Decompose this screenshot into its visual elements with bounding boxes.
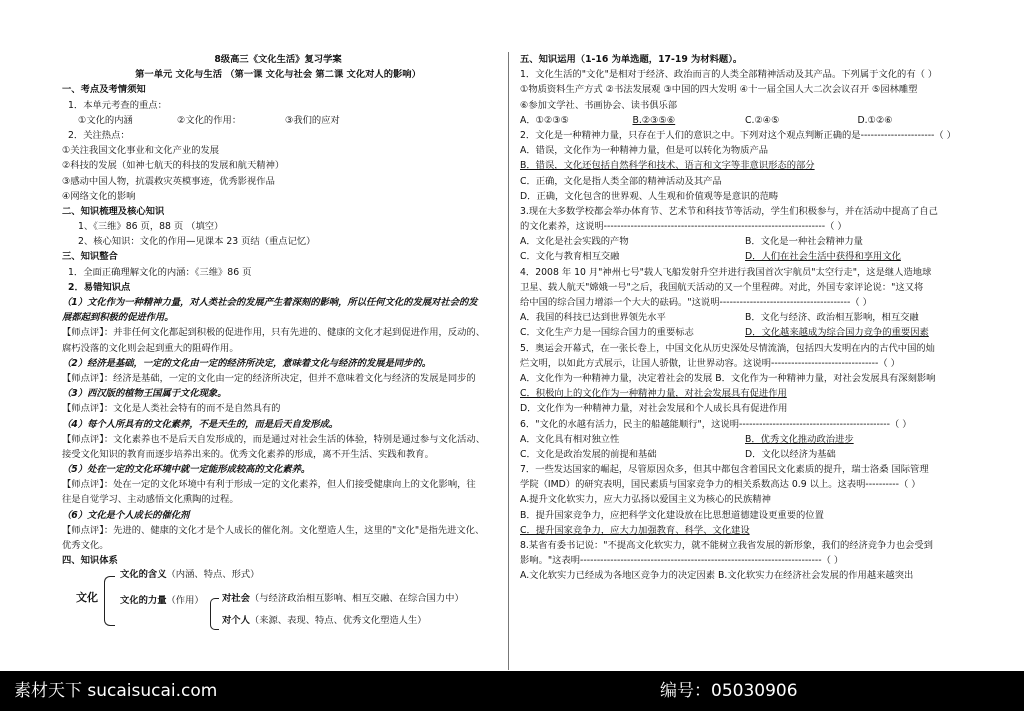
option-a: A．我国的科技已达到世界领先水平: [520, 312, 666, 324]
item-line: 1．全面正确理解文化的内涵：《三维》86 页: [68, 266, 252, 278]
watermark-site: 素材天下 sucaisucai.com: [14, 681, 218, 701]
right-column: [520, 52, 970, 584]
branch-label: 文化的力量: [120, 595, 167, 607]
question-6-options: [520, 447, 970, 462]
watermark-bar: [0, 671, 1024, 711]
branch-text: （内涵、特点、形式）: [166, 569, 260, 581]
question-4-options: [520, 310, 970, 325]
question-7: 7．一些发达国家的崛起，尽管原因众多，但其中都包含着国民文化素质的提升，瑞士洛桑 国际管理: [520, 464, 929, 476]
option-d: D．文化越来越成为综合国力竞争的重要因素: [745, 327, 929, 339]
section-heading: 一、考点及考情须知: [62, 84, 146, 96]
section-heading: 三、知识整合: [62, 251, 118, 263]
misconception-6: （6）文化是个人成长的催化剂: [62, 509, 190, 521]
option-c: C．积极向上的文化作为一种精神力量，对社会发展具有促进作用: [520, 388, 787, 400]
item-line: 2、核心知识：文化的作用—见课本 23 页结（重点记忆）: [78, 236, 316, 248]
question-1: 1．文化生活的"文化"是相对于经济、政治而言的人类全部精神活动及其产品。下列属于文化的有（ ）: [520, 69, 938, 81]
unit-subtitle: 第一单元 文化与生活 （第一课 文化与社会 第二课 文化对人的影响）: [135, 69, 421, 81]
subbranch-text: （来源、表现、特点、优秀文化塑造人生）: [249, 615, 427, 627]
question-8: 8.某省有委书记说："不提高文化软实力，就不能树立我省发展的新形象，我们的经济竞争力也会受到: [520, 540, 933, 551]
teacher-comment: 【师点评】：文化是人类社会特有的而不是自然具有的: [62, 403, 281, 415]
question-4-options: [520, 325, 970, 340]
option-b: B．错误，文化还包括自然科学和技术、语言和文字等非意识形态的部分: [520, 160, 815, 172]
teacher-comment: 【师点评】：并非任何文化都起到积极的促进作用，只有先进的、健康的文化才起到促进作用，反动的、: [62, 327, 486, 339]
misconception-3: （3）西汉版的植物王国属于文化现象。: [62, 388, 227, 400]
question-7-cont: 学院（IMD）的研究表明，国民素质与国家竞争力的相关系数高达 0.9 以上。这表明----------（ ）: [520, 479, 921, 491]
brace-connector: [104, 576, 115, 626]
item-line: 1、《三维》86 页，88 页 （填空）: [78, 221, 224, 233]
option-a: A.提升文化软实力，应大力弘扬以爱国主义为核心的民族精神: [520, 494, 771, 506]
column-divider: [508, 52, 509, 670]
question-3-options: [520, 234, 970, 249]
question-3: 3.现在大多数学校都会举办体育节、艺术节和科技节等活动，学生们积极参与，并在活动中提高了自己: [520, 205, 938, 217]
question-2: 2．文化是一种精神力量，只存在于人们的意识之中。下列对这个观点判断正确的是----------------------（ ）: [520, 129, 956, 141]
option-b: B．优秀文化推动政治进步: [745, 433, 854, 445]
option-c: C．提升国家竞争力，应大力加强教育、科学、文化建设: [520, 524, 750, 536]
option-c: C．正确，文化是指人类全部的精神活动及其产品: [520, 175, 722, 187]
branch-label: 文化的含义: [120, 569, 167, 581]
knowledge-system-diagram: [62, 570, 494, 630]
option-a-b: A．文化作为一种精神力量，决定着社会的发展 B．文化作为一种精神力量，对社会发展具有深刻影响: [520, 372, 936, 384]
question-5: 5．奥运会开幕式，在一张长卷上，中国文化从历史深处尽情流淌，包括四大发明在内的古代中国的灿: [520, 342, 935, 354]
option-d: D．人们在社会生活中获得和享用文化: [745, 251, 901, 263]
option-a-b: A.文化软实力已经成为各地区竞争力的决定因素 B.文化软实力在经济社会发展的作用越来越突出: [520, 570, 914, 582]
question-8-cont: 影响。"这表明------------------------------------------------------------------------（ ）: [520, 555, 844, 567]
hotspot-item: ②科技的发展（如神七航天的科技的发展和航天精神）: [62, 160, 285, 172]
teacher-comment: 【师点评】：文化素养也不是后天自发形成的，而是通过对社会生活的体验，特别是通过参与文化活动、: [62, 433, 486, 445]
item-line: 2．易错知识点: [68, 281, 131, 293]
option-a: A．文化具有相对独立性: [520, 433, 620, 445]
focus-point: ①文化的内涵: [78, 114, 133, 126]
system-subbranch: [222, 616, 427, 626]
misconception-1-cont: 展都起到积极的促进作用。: [62, 312, 174, 324]
question-3-cont: 的文化素养，这说明------------------------------------------------------------------（ ）: [520, 221, 847, 233]
option-a: A．文化是社会实践的产物: [520, 236, 629, 248]
question-3-options: [520, 249, 970, 264]
branch-text: （作用）: [166, 595, 204, 607]
item-line: 1．本单元考查的重点：: [68, 99, 167, 111]
teacher-comment-cont: 往是自觉学习、主动感悟文化熏陶的过程。: [62, 494, 239, 506]
option-b: B.②③⑤⑥: [632, 114, 676, 126]
question-1-cont: ⑥参加文学社、书画协会、读书俱乐部: [520, 99, 678, 111]
subbranch-label: 对社会: [222, 593, 250, 605]
question-4: 4．2008 年 10 月"神州七号"载人飞船发射升空并进行我国首次宇航员"太空行走"，这是继人造地球: [520, 266, 932, 278]
teacher-comment-cont: 接受文化知识的教育而逐步培养出来的。优秀文化素养的形成，离不开生活、实践和教育。: [62, 448, 434, 460]
misconception-1: （1）文化作为一种精神力量，对人类社会的发展产生着深刻的影响，所以任何文化的发展对社会的发: [62, 297, 478, 308]
subbranch-label: 对个人: [222, 615, 250, 627]
hotspot-item: ①关注我国文化事业和文化产业的发展: [62, 145, 220, 157]
hotspot-item: ③感动中国人物，抗震救灾英模事迹，优秀影视作品: [62, 175, 275, 187]
option-c: C．文化是政治发展的前提和基础: [520, 448, 657, 460]
misconception-5: （5）处在一定的文化环境中就一定能形成较高的文化素养。: [62, 464, 311, 476]
option-c: C．文化与教育相互交融: [520, 251, 620, 263]
system-branch: [120, 570, 259, 580]
question-5-cont: 烂文明，以如此方式展示，让国人骄傲，让世界动容。这说明--------------------------------（ ）: [520, 357, 900, 369]
option-d: D．正确，文化包含的世界观、人生观和价值观等是意识的范畴: [520, 190, 779, 202]
teacher-comment: 【师点评】：经济是基础，一定的文化由一定的经济所决定，但并不意味着文化与经济的发展是同步的: [62, 372, 476, 384]
question-1-cont: ①物质资料生产方式 ②书法发展观 ③中国的四大发明 ④十一届全国人大二次会议召开 ⑤园林雕塑: [520, 84, 918, 96]
option-d: D.①②⑥: [857, 114, 893, 126]
option-c: C．文化生产力是一国综合国力的重要标志: [520, 327, 694, 339]
watermark-id: 编号：05030906: [660, 681, 798, 701]
section-heading: 五、知识运用（1-16 为单选题，17-19 为材料题）。: [520, 54, 743, 65]
brace-connector: [210, 598, 219, 630]
focus-point: ③我们的应对: [285, 114, 340, 126]
hotspot-item: ④网络文化的影响: [62, 190, 136, 202]
subbranch-text: （与经济政治相互影响、相互交融、在综合国力中）: [249, 593, 464, 605]
question-1-options: [520, 113, 970, 128]
option-d: D．文化作为一种精神力量，对社会发展和个人成长具有促进作用: [520, 403, 788, 415]
worksheet-title: 8级高三《文化生活》复习学案: [214, 54, 342, 65]
option-b: B．文化是一种社会精神力量: [745, 236, 863, 248]
item-line: 2．关注热点：: [68, 129, 130, 141]
teacher-comment: 【师点评】：处在一定的文化环境中有利于形成一定的文化素养，但人们接受健康向上的文化影响，往: [62, 479, 476, 491]
option-c: C.②④⑤: [745, 114, 780, 126]
system-subbranch: [222, 594, 464, 604]
option-b: B．提升国家竞争力，应把科学文化建设放在比思想道德建设更重要的位置: [520, 509, 824, 521]
option-b: B．文化与经济、政治相互影响，相互交融: [745, 312, 919, 324]
teacher-comment: 【师点评】：先进的、健康的文化才是个人成长的催化剂。文化塑造人生，这里的"文化"是指先进文化、: [62, 524, 485, 536]
section-heading: 四、知识体系: [62, 555, 118, 567]
option-a: A．错误，文化作为一种精神力量，但是可以转化为物质产品: [520, 145, 769, 157]
system-branch: [120, 596, 204, 606]
focus-point: ②文化的作用：: [177, 114, 242, 126]
misconception-4: （4）每个人所具有的文化素养，不是天生的，而是后天自发形成。: [62, 418, 339, 430]
system-root: 文化: [76, 591, 98, 605]
misconception-2: （2）经济是基础，一定的文化由一定的经济所决定，意味着文化与经济的发展是同步的。: [62, 357, 432, 369]
question-6: 6．"文化的水越有活力，民主的船越能顺行"，这说明---------------------------------------------（ ）: [520, 418, 912, 430]
question-6-options: [520, 432, 970, 447]
section-heading: 二、知识梳理及核心知识: [62, 205, 165, 217]
question-4-cont: 给中国的综合国力增添一个大大的砝码。"这说明---------------------------------------（ ）: [520, 297, 872, 308]
option-d: D．文化以经济为基础: [745, 448, 836, 460]
left-column: [62, 52, 494, 630]
question-4-cont: 卫星、载人航天"嫦娥一号"之后，我国航天活动的又一个里程碑。对此，外国专家评论说："这又将: [520, 281, 924, 293]
teacher-comment-cont: 优秀文化。: [62, 540, 109, 551]
option-a: A．①②③⑤: [520, 114, 569, 126]
teacher-comment-cont: 腐朽没落的文化则会起到重大的阻碍作用。: [62, 342, 239, 354]
focus-points: [62, 113, 378, 128]
